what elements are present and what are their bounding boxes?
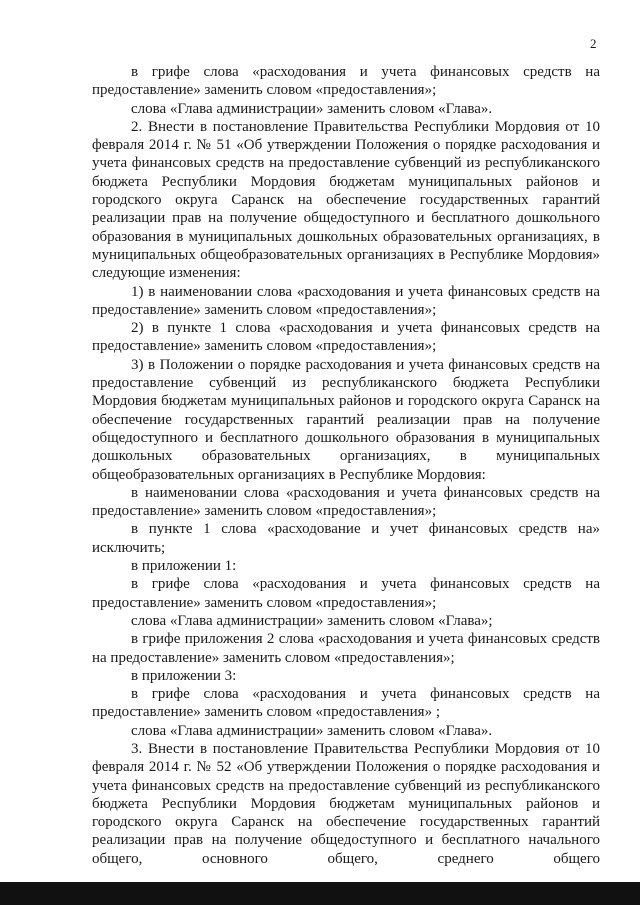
paragraph: в грифе приложения 2 слова «расходования и учета финансовых средств на предоставление» заменить словом «предоставления»; <box>92 631 600 666</box>
paragraph: в пункте 1 слова «расходование и учет финансовых средств на» исключить; <box>92 521 600 556</box>
paragraph: в наименовании слова «расходования и учета финансовых средств на предоставление» заменить словом «предоставления»; <box>92 484 600 520</box>
paragraph: 2. Внести в постановление Правительства Республики Мордовия от 10 февраля 2014 г. № 51 «Об утверждении Положения о порядке расходования и учета финансовых средств на предоставление субвенций из республиканского бюджета Республики Мордовия бюджетам муниципальных районов и городского округа Саранск на обеспечение государственных гарантий реализации прав на получение общедоступного и бесплатного дошкольного образования в муниципальных дошкольных образовательных организациях, в муниципальных общеобразовательных организациях в Республике Мордовия» следующие изменения: <box>92 118 600 282</box>
document-body <box>92 63 600 868</box>
paragraph: 2) в пункте 1 слова «расходования и учета финансовых средств на предоставление» заменить словом «предоставления»; <box>92 320 600 355</box>
paragraph: в грифе слова «расходования и учета финансовых средств на предоставление» заменить словом «предоставления»; <box>92 64 600 99</box>
paragraph: в грифе слова «расходования и учета финансовых средств на предоставление» заменить словом «предоставления»; <box>92 576 600 611</box>
paragraph: слова «Глава администрации» заменить словом «Глава». <box>131 722 493 739</box>
paragraph: 3) в Положении о порядке расходования и учета финансовых средств на предоставление субвенций из республиканского бюджета Республики Мордовия бюджетам муниципальных районов и городского округа Саранск на обеспечение государственных гарантий реализации прав на получение общедоступного и бесплатного дошкольного образования в муниципальных дошкольных образовательных организациях, в муниципальных общеобразовательных организациях в Республике Мордовия: <box>92 356 600 483</box>
paragraph: 3. Внести в постановление Правительства Республики Мордовия от 10 февраля 2014 г. № 52 «Об утверждении Положения о порядке расходования и учета финансовых средств на предоставление субвенций из республиканского бюджета Республики Мордовия бюджетам муниципальных районов и городского округа Саранск на обеспечение государственных гарантий реализации прав на получение общедоступного и бесплатного начального общего, основного общего, среднего общего <box>92 740 600 867</box>
page-number: 2 <box>590 36 597 51</box>
paragraph: в приложении 3: <box>131 667 237 684</box>
paragraph: 1) в наименовании слова «расходования и учета финансовых средств на предоставление» заменить словом «предоставления»; <box>92 283 600 318</box>
paragraph: в приложении 1: <box>131 558 237 575</box>
paragraph: слова «Глава администрации» заменить словом «Глава»; <box>131 612 493 629</box>
paragraph: в грифе слова «расходования и учета финансовых средств на предоставление» заменить словом «предоставления» ; <box>92 686 600 721</box>
scan-border-bottom <box>0 882 640 905</box>
paragraph: слова «Глава администрации» заменить словом «Глава». <box>131 100 493 117</box>
